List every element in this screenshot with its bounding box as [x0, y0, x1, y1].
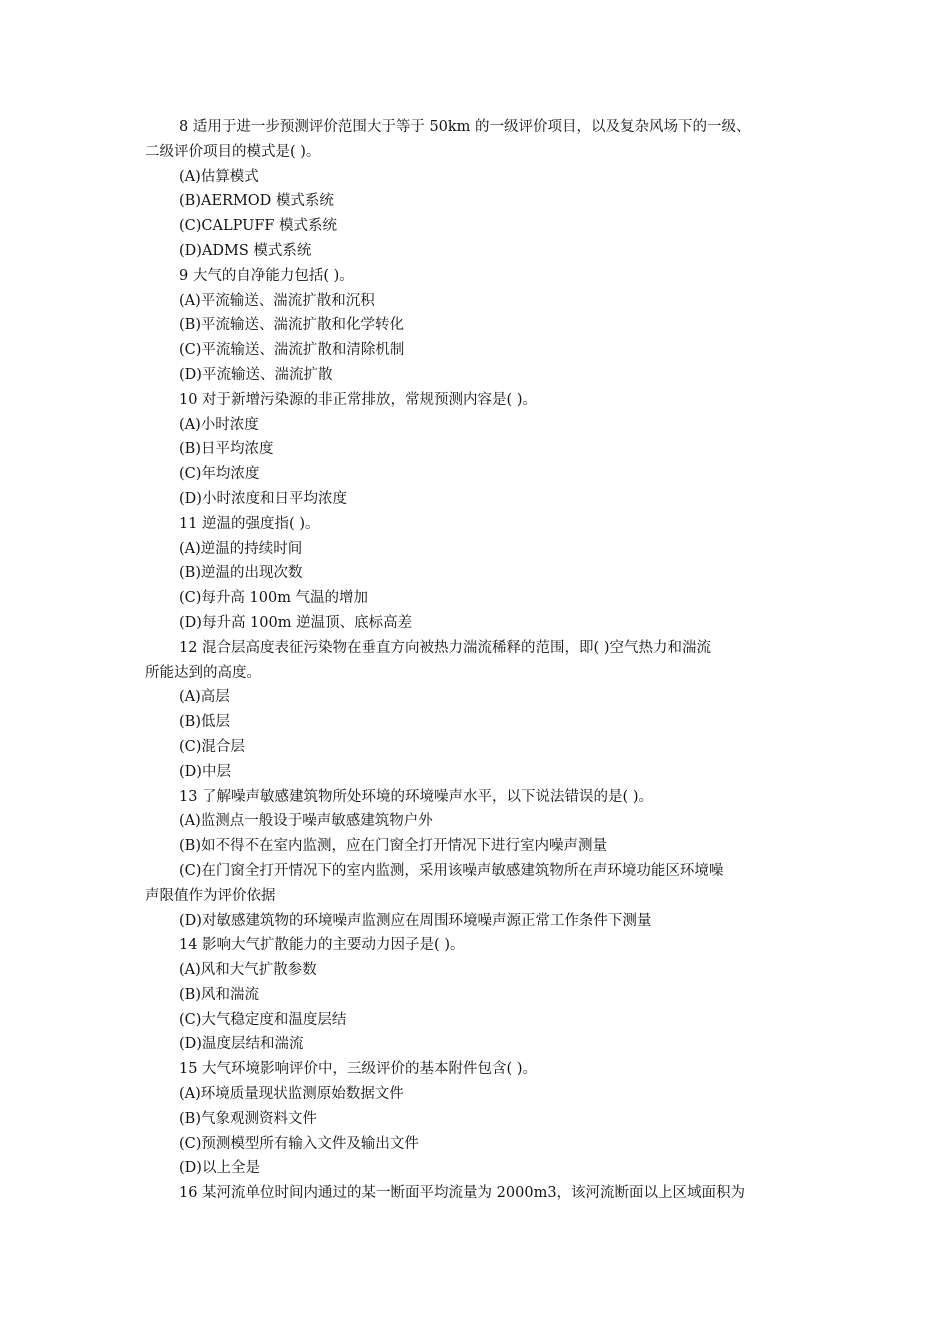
option-d: (D)以上全是	[179, 1160, 260, 1177]
option-c: (C)在门窗全打开情况下的室内监测，采用该噪声敏感建筑物所在声环境功能区环境噪	[179, 862, 724, 879]
option-b: (B)气象观测资料文件	[179, 1110, 317, 1127]
question-14	[145, 933, 817, 1057]
question-11	[145, 512, 817, 636]
option-d: (D)中层	[179, 763, 231, 780]
question-16	[145, 1181, 817, 1206]
question-15	[145, 1057, 817, 1181]
question-stem-continuation: 所能达到的高度。	[145, 664, 261, 681]
question-stem: 9 大气的自净能力包括( )。	[179, 267, 354, 284]
option-c: (C)大气稳定度和温度层结	[179, 1011, 347, 1028]
option-b: (B)AERMOD 模式系统	[179, 193, 334, 210]
document-page	[145, 115, 817, 1206]
question-stem: 16 某河流单位时间内通过的某一断面平均流量为 2000m3，该河流断面以上区域面积为	[179, 1185, 746, 1202]
question-10	[145, 388, 817, 512]
option-c-continuation: 声限值作为评价依据	[145, 887, 276, 904]
question-stem-continuation: 二级评价项目的模式是( )。	[145, 143, 321, 160]
option-b: (B)平流输送、湍流扩散和化学转化	[179, 317, 404, 334]
option-b: (B)风和湍流	[179, 986, 259, 1003]
option-d: (D)对敏感建筑物的环境噪声监测应在周围环境噪声源正常工作条件下测量	[179, 912, 652, 929]
question-stem: 8 适用于进一步预测评价范围大于等于 50km 的一级评价项目，以及复杂风场下的一级、	[179, 119, 751, 135]
option-c: (C)预测模型所有输入文件及输出文件	[179, 1135, 419, 1152]
option-c: (C)年均浓度	[179, 466, 260, 483]
question-13	[145, 785, 817, 934]
option-d: (D)温度层结和湍流	[179, 1036, 304, 1053]
option-d: (D)每升高 100m 逆温顶、底标高差	[179, 614, 413, 631]
question-stem: 12 混合层高度表征污染物在垂直方向被热力湍流稀释的范围，即( )空气热力和湍流	[179, 639, 711, 656]
option-a: (A)平流输送、湍流扩散和沉积	[179, 292, 375, 309]
option-a: (A)环境质量现状监测原始数据文件	[179, 1086, 404, 1103]
option-a: (A)高层	[179, 689, 230, 706]
option-a: (A)监测点一般设于噪声敏感建筑物户外	[179, 813, 433, 830]
option-a: (A)估算模式	[179, 168, 259, 185]
option-b: (B)低层	[179, 714, 230, 731]
option-c: (C)平流输送、湍流扩散和清除机制	[179, 342, 405, 359]
option-c: (C)CALPUFF 模式系统	[179, 218, 338, 235]
question-12	[145, 636, 817, 785]
question-stem: 11 逆温的强度指( )。	[179, 515, 320, 532]
option-c: (C)每升高 100m 气温的增加	[179, 590, 369, 607]
option-b: (B)逆温的出现次数	[179, 565, 303, 582]
option-a: (A)逆温的持续时间	[179, 540, 303, 557]
option-d: (D)平流输送、湍流扩散	[179, 366, 333, 383]
option-b: (B)如不得不在室内监测，应在门窗全打开情况下进行室内噪声测量	[179, 838, 607, 855]
option-c: (C)混合层	[179, 738, 245, 755]
question-8	[145, 115, 817, 264]
option-d: (D)ADMS 模式系统	[179, 242, 312, 259]
question-stem: 14 影响大气扩散能力的主要动力因子是( )。	[179, 937, 465, 954]
question-9	[145, 264, 817, 388]
question-stem: 15 大气环境影响评价中，三级评价的基本附件包含( )。	[179, 1061, 537, 1078]
option-a: (A)风和大气扩散参数	[179, 962, 317, 979]
option-a: (A)小时浓度	[179, 416, 259, 433]
question-stem: 10 对于新增污染源的非正常排放，常规预测内容是( )。	[179, 391, 537, 408]
question-stem: 13 了解噪声敏感建筑物所处环境的环境噪声水平，以下说法错误的是( )。	[179, 788, 653, 805]
option-d: (D)小时浓度和日平均浓度	[179, 490, 347, 507]
option-b: (B)日平均浓度	[179, 441, 274, 458]
